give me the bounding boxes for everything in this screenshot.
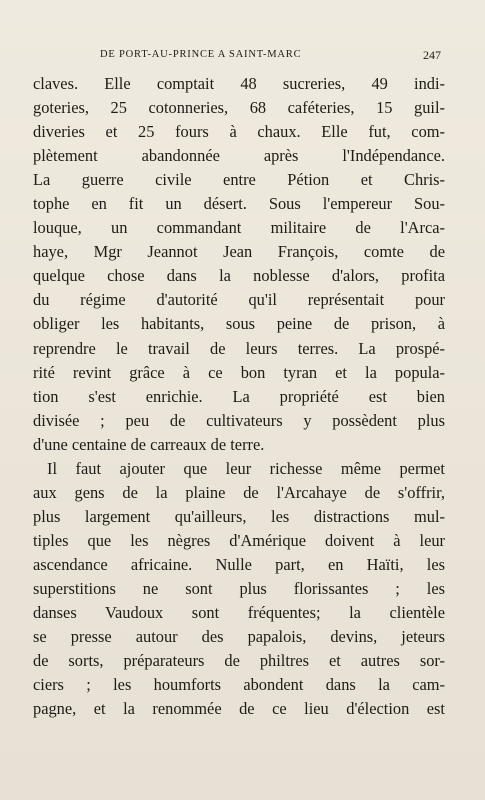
text-line: du régime d'autorité qu'il représentait pour bbox=[33, 290, 445, 310]
text-line: plètement abandonnée après l'Indépendance. bbox=[33, 146, 445, 166]
text-line: ciers ; les houmforts abondent dans la cam- bbox=[33, 675, 445, 695]
text-line: d'une centaine de carreaux de terre. bbox=[33, 434, 265, 454]
text-line: divisée ; peu de cultivateurs y possèdent plus bbox=[33, 410, 445, 430]
text-line: tion s'est enrichie. La propriété est bien bbox=[33, 386, 445, 406]
text-line: tiples que les nègres d'Amérique doivent à leur bbox=[33, 530, 445, 550]
text-line: pagne, et la renommée de ce lieu d'élection est bbox=[33, 699, 445, 719]
text-line: superstitions ne sont plus florissantes ; les bbox=[33, 578, 445, 598]
text-line: plus largement qu'ailleurs, les distractions mul- bbox=[33, 506, 445, 526]
text-line: La guerre civile entre Pétion et Chris- bbox=[33, 170, 445, 190]
text-line: claves. Elle comptait 48 sucreries, 49 indi- bbox=[33, 74, 445, 93]
text-line: quelque chose dans la noblesse d'alors, profita bbox=[33, 266, 445, 286]
text-line: ascendance africaine. Nulle part, en Haïti, les bbox=[33, 554, 445, 574]
text-line: goteries, 25 cotonneries, 68 caféteries, 15 guil- bbox=[33, 98, 445, 118]
running-head: DE PORT-AU-PRINCE A SAINT-MARC bbox=[100, 49, 302, 60]
page-number: 247 bbox=[423, 48, 441, 62]
text-line: reprendre le travail de leurs terres. La prospé- bbox=[33, 338, 445, 358]
text-line: louque, un commandant militaire de l'Arca- bbox=[33, 218, 445, 238]
text-line: aux gens de la plaine de l'Arcahaye de s'offrir, bbox=[33, 482, 445, 502]
text-line: tophe en fit un désert. Sous l'empereur Sou- bbox=[33, 194, 445, 214]
text-line: danses Vaudoux sont fréquentes; la clientèle bbox=[33, 603, 445, 623]
text-line: Il faut ajouter que leur richesse même permet bbox=[47, 458, 445, 478]
text-line: diveries et 25 fours à chaux. Elle fut, com- bbox=[33, 122, 445, 142]
text-line: se presse autour des papalois, devins, jeteurs bbox=[33, 627, 445, 647]
body-text bbox=[33, 72, 445, 721]
text-line: haye, Mgr Jeannot Jean François, comte de bbox=[33, 242, 445, 262]
text-line: de sorts, préparateurs de philtres et autres sor- bbox=[33, 651, 445, 671]
page-header bbox=[30, 47, 441, 63]
text-line: obliger les habitants, sous peine de prison, à bbox=[33, 314, 445, 334]
text-line: rité revint grâce à ce bon tyran et la popula- bbox=[33, 362, 445, 382]
